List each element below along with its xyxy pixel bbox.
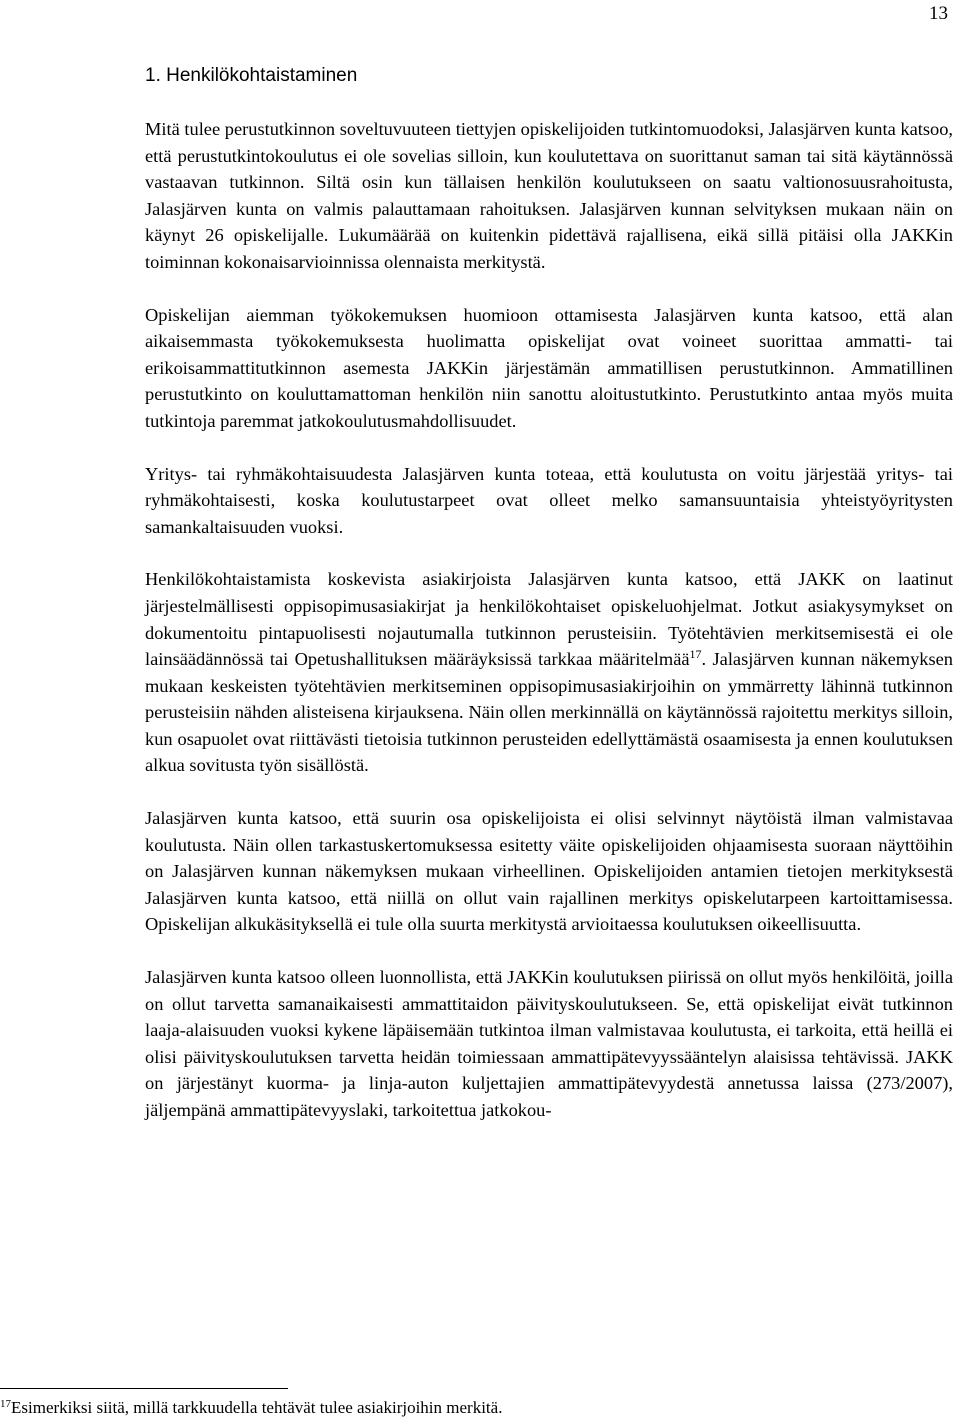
page-number: 13: [929, 3, 948, 24]
paragraph-4: [145, 566, 953, 779]
footnote-divider: [0, 1388, 288, 1389]
paragraph-4-text-b: . Jalasjärven kunnan näkemyksen mukaan keskeisten työtehtävien merkitseminen oppisopimusasiakirjoihin on ymmärretty lähinnä tutkinnon perusteisiin nähden alisteisena kirjauksena. Näin ollen merkinnällä on käytännössä rajoitettu merkitys silloin, kun osapuolet ovat riittävästi tietoisia tutkinnon perusteiden edellyttämästä osaamisesta ja ennen koulutuksen alkua sovitusta työn sisällöstä.: [145, 649, 953, 776]
paragraph-3: Yritys- tai ryhmäkohtaisuudesta Jalasjärven kunta toteaa, että koulutusta on voitu järjestää yritys- tai ryhmäkohtaisesti, koska koulutustarpeet ovat olleet melko samansuuntaisia yhteistyöyritysten samankaltaisuuden vuoksi.: [145, 463, 953, 537]
paragraph-1: Mitä tulee perustutkinnon soveltuvuuteen tiettyjen opiskelijoiden tutkintomuodoksi, Jalasjärven kunta katsoo, että perustutkintokoulutus ei ole sovelias silloin, kun koulutettava on suorittanut saman tai sitä käytännössä vastaavan tutkinnon. Siltä osin kun tällaisen henkilön koulutukseen on saatu valtionosuusrahoitusta, Jalasjärven kunta on valmis palauttamaan rahoituksen. Jalasjärven kunnan selvityksen mukaan näin on käynyt 26 opiskelijalle. Lukumäärää on kuitenkin pidettävä rajallisena, eikä sillä pitäisi olla JAKKin toiminnan kokonaisarvioinnissa olennaista merkitystä.: [145, 119, 953, 272]
body-text: [145, 116, 953, 1150]
section-heading: 1. Henkilökohtaistaminen: [145, 65, 358, 86]
paragraph-5: Jalasjärven kunta katsoo, että suurin osa opiskelijoista ei olisi selvinnyt näytöistä ilman valmistavaa koulutusta. Näin ollen tarkastuskertomuksessa esitetty väite opiskelijoiden ohjaamisesta suoraan näyttöihin on Jalasjärven kunnan näkemyksen mukaan virheellinen. Opiskelijoiden antamien tietojen merkityksestä Jalasjärven kunta katsoo, että niillä on ollut vain rajallinen merkitys opiskelutarpeen kartoittamisessa. Opiskelijan alkukäsityksellä ei tule olla suurta merkitystä arvioitaessa koulutuksen oikeellisuutta.: [145, 808, 953, 935]
footnote-number: 17: [0, 1398, 11, 1410]
footnote-text: Esimerkiksi siitä, millä tarkkuudella tehtävät tulee asiakirjoihin merkitä.: [11, 1398, 503, 1417]
paragraph-4-text-a: Henkilökohtaistamista koskevista asiakirjoista Jalasjärven kunta katsoo, että JAKK on laatinut järjestelmällisesti oppisopimusasiakirjat ja henkilökohtaiset opiskeluohjelmat. Jotkut asiakysymykset on dokumentoitu pintapuolisesti nojautumalla tutkinnon perusteisiin. Työtehtävien merkitsemisestä ei ole lainsäädännössä tai Opetushallituksen määräyksissä tarkkaa määritelmää: [145, 569, 953, 670]
footnote: [0, 1398, 502, 1418]
paragraph-6: Jalasjärven kunta katsoo olleen luonnollista, että JAKKin koulutuksen piirissä on ollut myös henkilöitä, joilla on ollut tarvetta samanaikaisesti ammattitaidon päivityskoulutukseen. Se, että opiskelijat eivät tutkinnon laaja-alaisuuden vuoksi kykene läpäisemään tutkintoa ilman valmistavaa koulutusta, ei tarkoita, että heillä ei olisi päivityskoulutuksen tarvetta heidän toimiessaan ammattipätevyyssääntelyn alaisissa tehtävissä. JAKK on järjestänyt kuorma- ja linja-auton kuljettajien ammattipätevyydestä annetussa laissa (273/2007), jäljempänä ammattipätevyyslaki, tarkoitettua jatkokou-: [145, 967, 953, 1120]
paragraph-2: Opiskelijan aiemman työkokemuksen huomioon ottamisesta Jalasjärven kunta katsoo, että alan aikaisemmasta työkokemuksesta huolimatta opiskelijat ovat voineet suorittaa ammatti- tai erikoisammattitutkinnon asemesta JAKKin järjestämän ammatillisen perustutkinnon. Ammatillinen perustutkinto on kouluttamattoman henkilön niin sanottu aloitustutkinto. Perustutkinto antaa myös muita tutkintoja paremmat jatkokoulutusmahdollisuudet.: [145, 304, 953, 431]
footnote-reference: 17: [689, 647, 702, 662]
